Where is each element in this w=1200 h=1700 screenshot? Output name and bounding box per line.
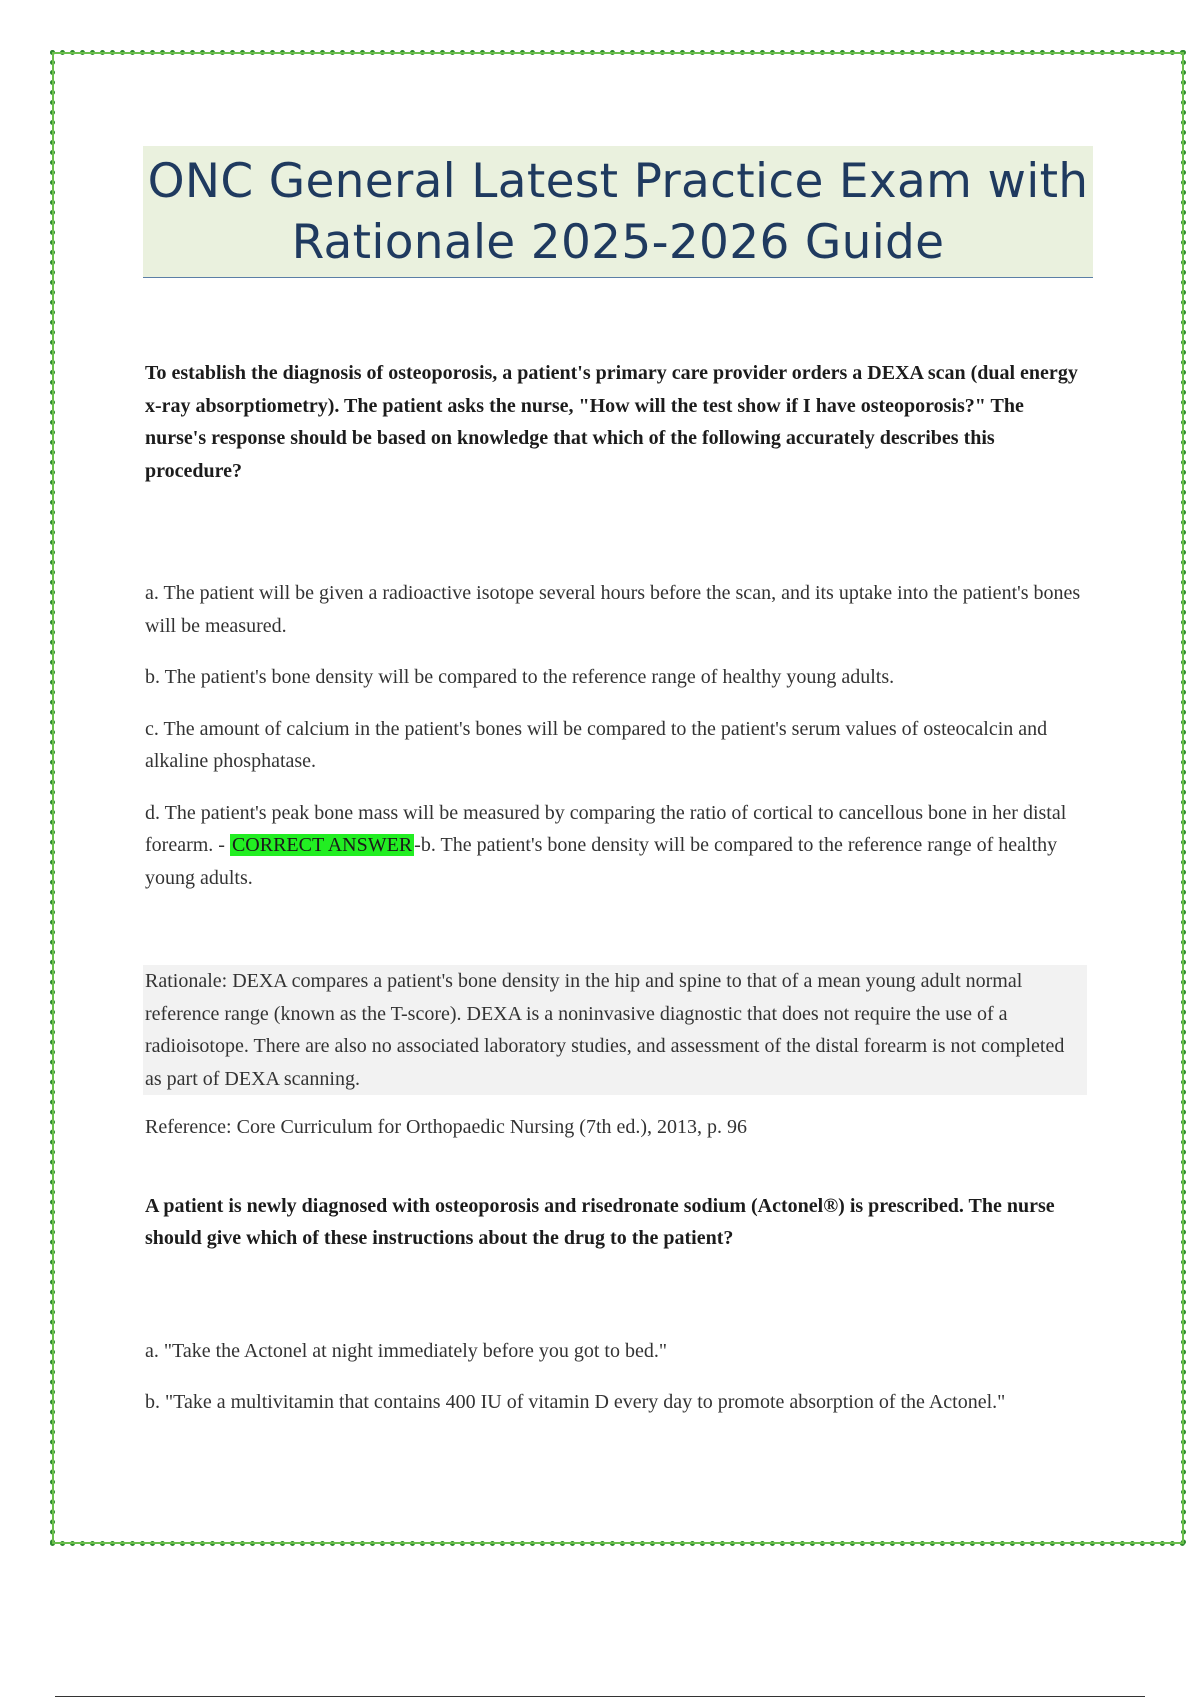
correct-answer-text: -b. The patient's bone density will be compared to the reference range of healthy young adults. — [145, 834, 1058, 889]
correct-answer-highlight: CORRECT ANSWER — [231, 834, 413, 856]
question-1-option-d-and-answer — [145, 797, 1085, 895]
title-line-2: Rationale 2025-2026 Guide — [291, 214, 945, 270]
title-line-1: ONC General Latest Practice Exam with — [147, 153, 1089, 209]
document-title — [148, 151, 1089, 273]
question-2-stem: A patient is newly diagnosed with osteoporosis and risedronate sodium (Actonel®) is prescribed. The nurse should give which of these instructions about the drug to the patient? — [145, 1194, 1055, 1249]
title-banner — [143, 146, 1093, 278]
question-1-rationale: Rationale: DEXA compares a patient's bone density in the hip and spine to that of a mean young adult normal reference range (known as the T-score). DEXA is a noninvasive diagnostic that does not require the use of a radioisotope. There are also no associated laboratory studies, and assessment of the distal forearm is not completed as part of DEXA scanning. — [143, 965, 1087, 1095]
document-body — [145, 357, 1085, 1438]
question-2-option-a: a. "Take the Actonel at night immediately before you got to bed." — [145, 1339, 668, 1362]
footer-divider — [55, 1696, 1145, 1697]
question-1-option-a: a. The patient will be given a radioactive isotope several hours before the scan, and its uptake into the patient's bones will be measured. — [145, 582, 1081, 637]
question-1-option-c: c. The amount of calcium in the patient's bones will be compared to the patient's serum values of osteocalcin and alkaline phosphatase. — [145, 717, 1048, 772]
question-2-option-b: b. "Take a multivitamin that contains 400 IU of vitamin D every day to promote absorption of the Actonel." — [145, 1391, 1006, 1413]
question-1-option-b: b. The patient's bone density will be compared to the reference range of healthy young adults. — [145, 666, 895, 688]
question-1-stem: To establish the diagnosis of osteoporosis, a patient's primary care provider orders a DEXA scan (dual energy x-ray absorptiometry). The patient asks the nurse, "How will the test show if I have osteoporosis?" The nurse's response should be based on knowledge that which of the following accurately describes this procedure? — [145, 362, 1078, 482]
question-1-option-d: d. The patient's peak bone mass will be measured by comparing the ratio of cortical to cancellous bone in her distal forearm. - — [145, 801, 1067, 856]
question-1-reference: Reference: Core Curriculum for Orthopaedic Nursing (7th ed.), 2013, p. 96 — [145, 1116, 748, 1138]
